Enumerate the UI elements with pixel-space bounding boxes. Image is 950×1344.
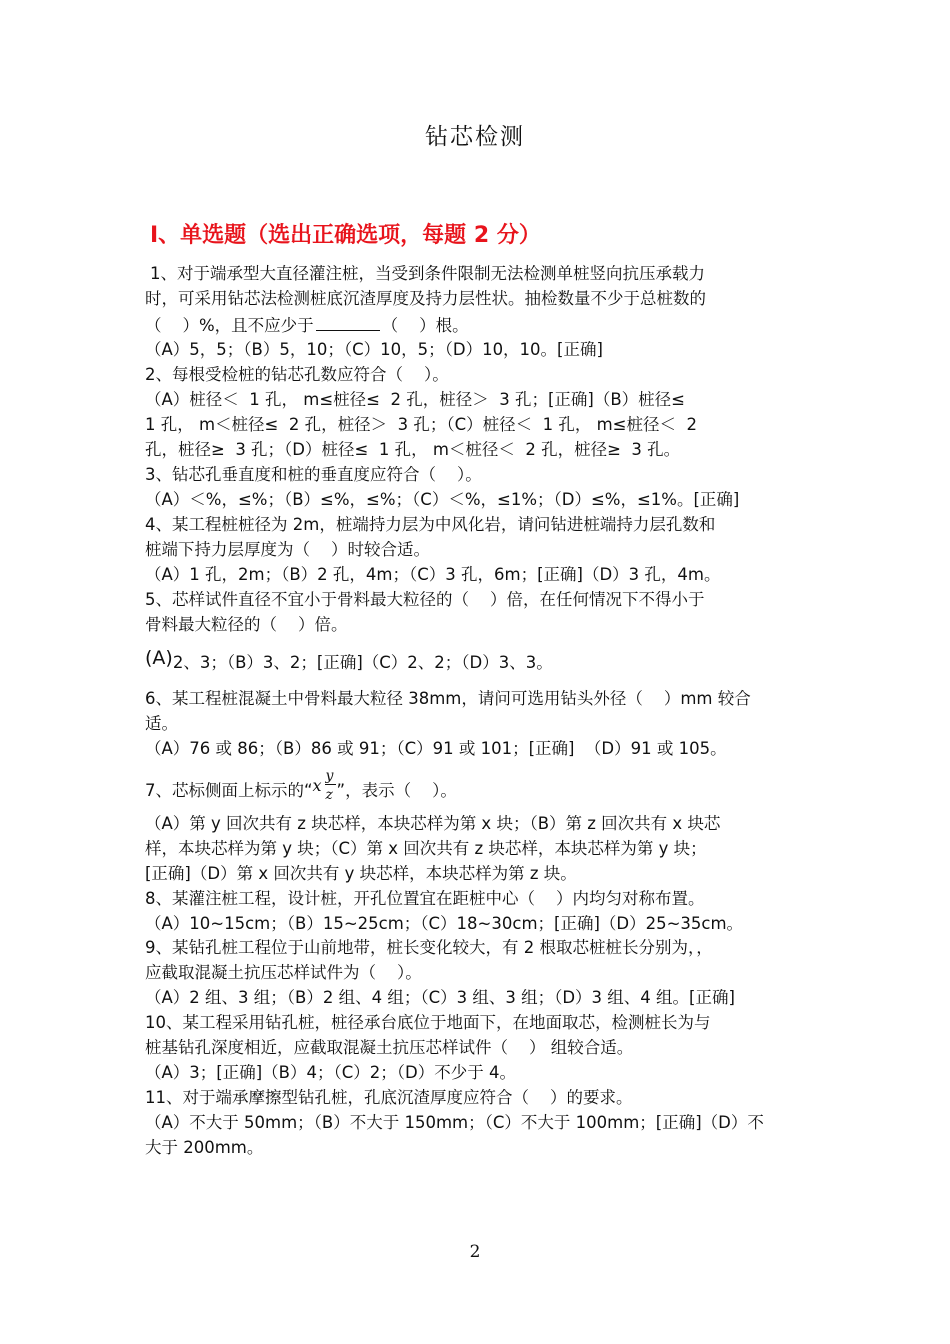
question-1-text: （ ）%，且不应少于	[145, 316, 314, 335]
question-2-options-line-2: 1 孔， m＜桩径≤ 2 孔，桩径＞ 3 孔；（C）桩径＜ 1 孔， m≤桩径＜ 2	[145, 415, 697, 434]
question-7-text-end: ”，表示（ ）。	[336, 781, 457, 800]
question-7-options-line-3: [正确]（D）第 x 回次共有 y 块芯样，本块芯样为第 z 块。	[145, 864, 577, 883]
fraction-y: y	[325, 768, 334, 784]
question-9-options: （A）2 组、3 组；（B）2 组、4 组；（C）3 组、3 组；（D）3 组、4 组。[正确]	[145, 988, 735, 1007]
question-1-line-3	[145, 314, 469, 336]
question-3-stem: 3、钻芯孔垂直度和桩的垂直度应符合（ ）。	[145, 465, 482, 484]
question-10-stem-line-2: 桩基钻孔深度相近，应截取混凝土抗压芯样试件（ ） 组较合适。	[145, 1038, 634, 1057]
question-7-text: 7、芯标侧面上标示的“	[145, 781, 313, 800]
question-10-stem-line-1: 10、某工程采用钻孔桩，桩径承台底位于地面下，在地面取芯，检测桩长为与	[145, 1013, 711, 1032]
section-heading: Ⅰ、单选题（选出正确选项，每题 2 分）	[150, 223, 541, 248]
question-10-options: （A）3；[正确]（B）4；（C）2；（D）不少于 4。	[145, 1063, 516, 1082]
question-3-options: （A）＜%，≤%；（B）≤%，≤%；（C）＜%，≤1%；（D）≤%，≤1%。[正确]	[145, 490, 740, 509]
question-8-stem: 8、某灌注桩工程，设计桩，开孔位置宜在距桩中心（ ）内均匀对称布置。	[145, 889, 705, 908]
page-title: 钻芯检测	[425, 124, 525, 150]
question-11-options-line-2: 大于 200mm。	[145, 1138, 264, 1157]
answer-blank	[316, 314, 380, 331]
question-1-line-2: 时，可采用钻芯法检测桩底沉渣厚度及持力层性状。抽检数量不少于总桩数的	[145, 289, 706, 308]
question-2-stem: 2、每根受检桩的钻芯孔数应符合（ ）。	[145, 365, 449, 384]
fraction-x: x	[312, 776, 322, 795]
option-a-marker: (A)	[145, 647, 173, 669]
core-label-fraction	[312, 768, 337, 803]
page-number: 2	[469, 1242, 481, 1262]
question-11-stem: 11、对于端承摩擦型钻孔桩，孔底沉渣厚度应符合（ ）的要求。	[145, 1088, 633, 1107]
question-2-options-line-1: （A）桩径＜ 1 孔， m≤桩径≤ 2 孔，桩径＞ 3 孔；[正确]（B）桩径≤	[145, 390, 685, 409]
question-6-options: （A）76 或 86；（B）86 或 91；（C）91 或 101；[正确] （D）91 或 105。	[145, 739, 727, 758]
question-7-stem	[145, 768, 457, 803]
question-1-line-1: 1、对于端承型大直径灌注桩，当受到条件限制无法检测单桩竖向抗压承载力	[150, 264, 705, 283]
question-4-stem-line-2: 桩端下持力层厚度为（ ）时较合适。	[145, 540, 430, 559]
question-7-options-line-1: （A）第 y 回次共有 z 块芯样，本块芯样为第 x 块；（B）第 z 回次共有 x 块芯	[145, 814, 721, 833]
question-6-stem-line-2: 适。	[145, 714, 178, 733]
fraction-z: z	[325, 787, 333, 803]
question-6-stem-line-1: 6、某工程桩混凝土中骨料最大粒径 38mm，请问可选用钻头外径（ ）mm 较合	[145, 689, 751, 708]
question-9-stem-line-2: 应截取混凝土抗压芯样试件为（ ）。	[145, 963, 422, 982]
question-1-options: （A）5，5；（B）5，10；（C）10，5；（D）10，10。[正确]	[145, 340, 603, 359]
question-5-options-text: 2、3；（B）3、2；[正确]（C）2、2；（D）3、3。	[172, 653, 553, 672]
question-1-text-end: （ ）根。	[381, 316, 469, 335]
question-11-options-line-1: （A）不大于 50mm；（B）不大于 150mm；（C）不大于 100mm；[正确]（D）不	[145, 1113, 764, 1132]
question-9-stem-line-1: 9、某钻孔桩工程位于山前地带，桩长变化较大，有 2 根取芯桩桩长分别为，，	[145, 938, 713, 957]
question-5-options	[145, 647, 553, 673]
question-4-stem-line-1: 4、某工程桩桩径为 2m，桩端持力层为中风化岩，请问钻进桩端持力层孔数和	[145, 515, 716, 534]
question-5-stem-line-1: 5、芯样试件直径不宜小于骨料最大粒径的（ ）倍，在任何情况下不得小于	[145, 590, 705, 609]
question-7-options-line-2: 样，本块芯样为第 y 块；（C）第 x 回次共有 z 块芯样，本块芯样为第 y 块；	[145, 839, 707, 858]
question-5-stem-line-2: 骨料最大粒径的（ ）倍。	[145, 615, 348, 634]
question-4-options: （A）1 孔，2m；（B）2 孔，4m；（C）3 孔，6m；[正确]（D）3 孔，4m。	[145, 565, 721, 584]
question-2-options-line-3: 孔，桩径≥ 3 孔；（D）桩径≤ 1 孔， m＜桩径＜ 2 孔，桩径≥ 3 孔。	[145, 440, 681, 459]
question-8-options: （A）10~15cm；（B）15~25cm；（C）18~30cm；[正确]（D）25~35cm。	[145, 914, 744, 933]
